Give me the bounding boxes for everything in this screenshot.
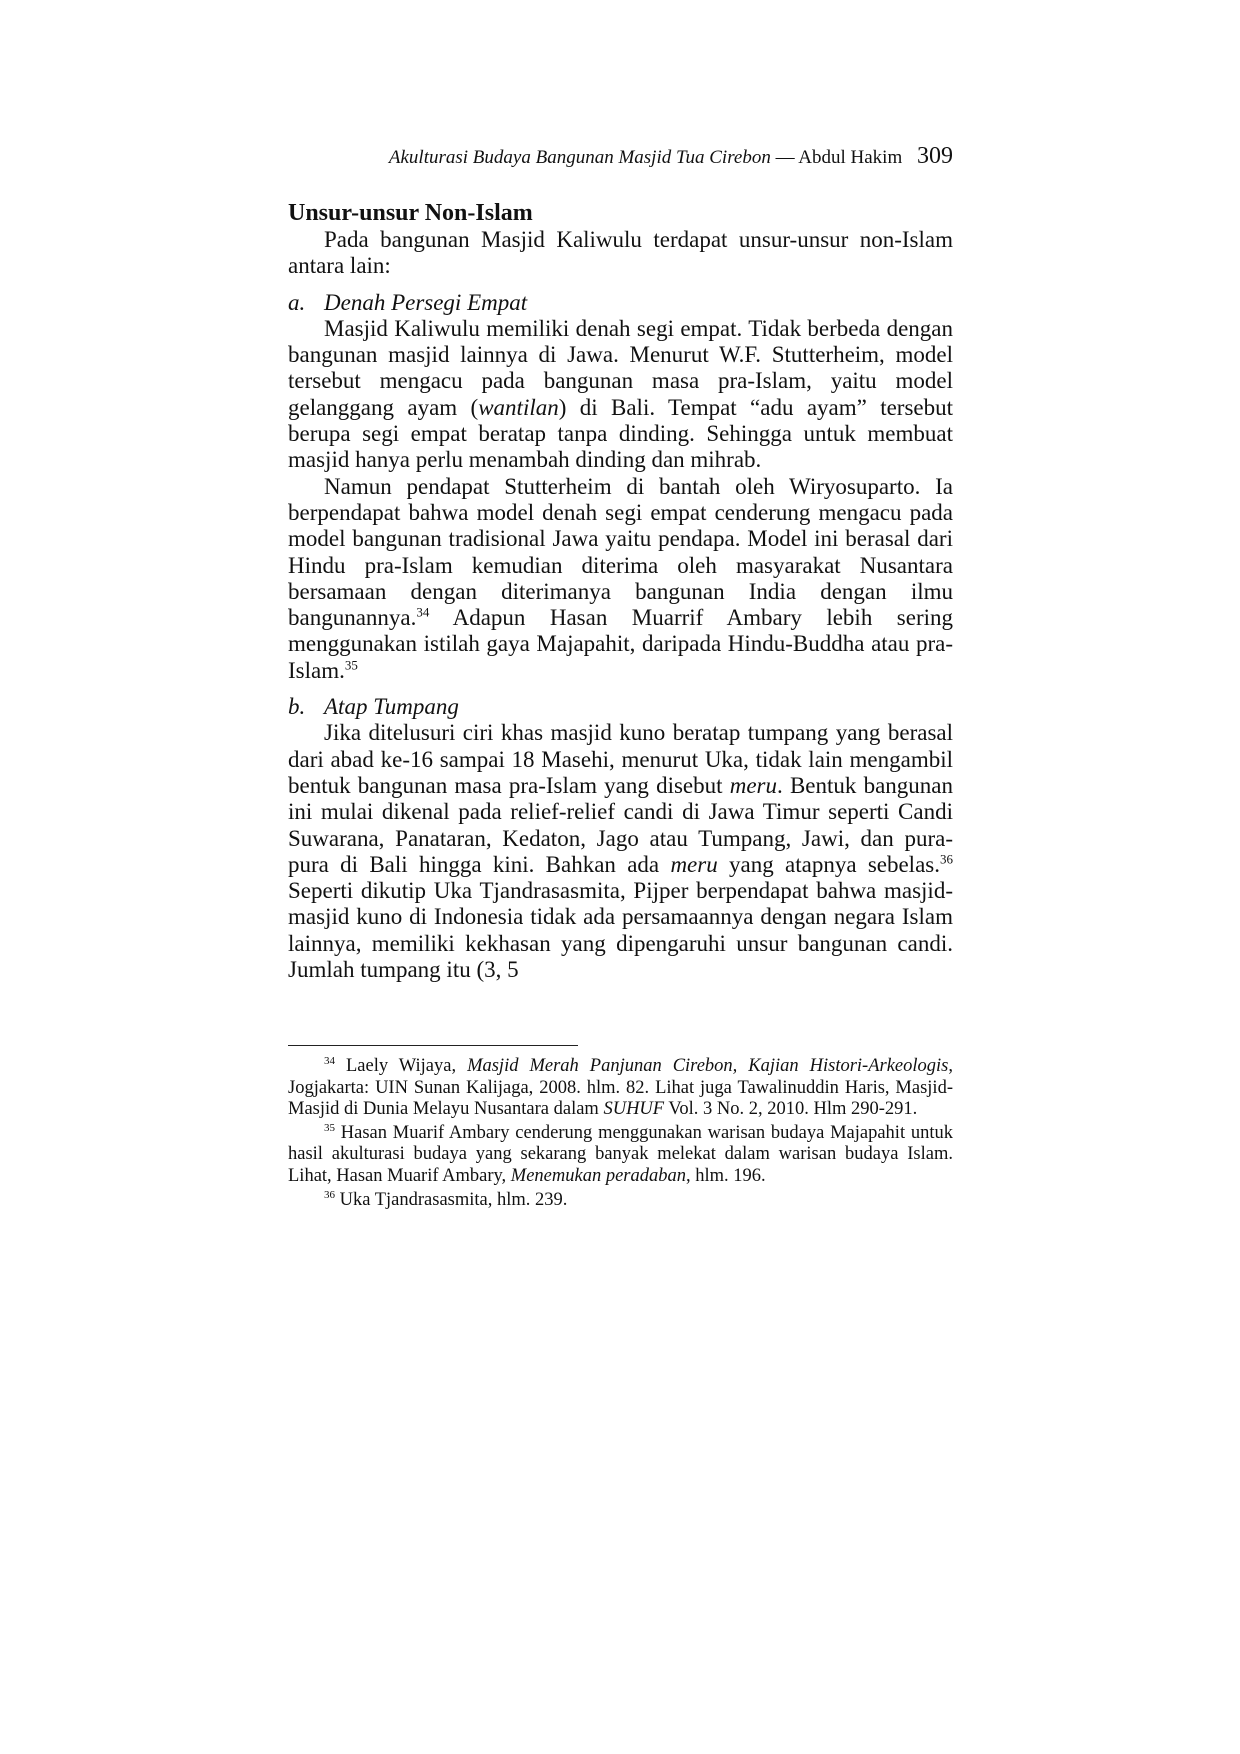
subsection-a-paragraph-1 xyxy=(288,316,953,474)
footnote-35 xyxy=(288,1123,953,1188)
text-run: Vol. 3 No. 2, 2010. Hlm 290-291. xyxy=(664,1099,918,1120)
subsection-a-letter: a. xyxy=(288,289,306,315)
footnote-number: 34 xyxy=(324,1054,335,1067)
footnote-number: 36 xyxy=(324,1188,335,1201)
main-content xyxy=(288,200,953,983)
running-head-title: Akulturasi Budaya Bangunan Masjid Tua Cirebon xyxy=(388,147,771,168)
running-head xyxy=(288,142,953,172)
italic-title: Menemukan peradaban xyxy=(510,1165,686,1186)
footnote-divider xyxy=(288,1045,578,1046)
text-run: Namun pendapat Stutterheim di bantah oleh Wiryosuparto. Ia berpendapat bahwa model denah segi empat cenderung mengacu pada model bangunan tradisional Jawa yaitu pendapa. Model ini berasal dari Hindu pra-Islam kemudian diterima oleh masyarakat Nusantara bersamaan dengan diterimanya bangunan India dengan ilmu bangunannya. xyxy=(288,473,953,631)
text-run: Adapun Hasan Muarrif Ambary lebih sering menggunakan istilah gaya Majapahit, daripada Hindu-Buddha atau pra-Islam. xyxy=(288,605,953,683)
subsection-b-title: Atap Tumpang xyxy=(324,694,459,720)
subsection-a-paragraph-2 xyxy=(288,474,953,684)
footnote-ref-34[interactable]: 34 xyxy=(416,604,430,620)
italic-term: meru xyxy=(670,851,718,877)
italic-term: wantilan xyxy=(478,394,559,420)
page-number: 309 xyxy=(917,143,953,169)
italic-term: meru xyxy=(729,772,777,798)
text-run: Hasan Muarif Ambary cenderung menggunakan warisan budaya Majapahit untuk hasil akulturasi budaya yang sekarang banyak melekat dalam warisan budaya Islam. Lihat, Hasan Muarif Ambary, xyxy=(288,1122,953,1186)
text-run: ) di Bali. Tempat “adu ayam” tersebut berupa segi empat beratap tanpa dinding. Sehingga untuk membuat masjid hanya perlu menambah dinding dan mihrab. xyxy=(288,394,954,473)
footnote-36 xyxy=(288,1190,953,1212)
italic-title: SUHUF xyxy=(603,1099,665,1120)
subsection-b-letter: b. xyxy=(288,694,306,720)
footnotes xyxy=(288,1056,953,1211)
text-run: . Bentuk bangunan ini mulai dikenal pada relief-relief candi di Jawa Timur seperti Candi Suwarana, Panataran, Kedaton, Jago atau Tumpang, Jawi, dan pura-pura di Bali hingga kini. Bahkan ada xyxy=(288,772,953,877)
subsection-b-paragraph-1 xyxy=(288,720,953,983)
subsection-a-heading xyxy=(288,290,953,316)
footnote-number: 35 xyxy=(324,1121,335,1134)
running-head-dash: — xyxy=(775,147,795,168)
section-intro-paragraph: Pada bangunan Masjid Kaliwulu terdapat unsur-unsur non-Islam antara lain: xyxy=(288,227,953,279)
subsection-a-title: Denah Persegi Empat xyxy=(324,289,528,315)
text-run: , Jogjakarta: UIN Sunan Kalijaga, 2008. hlm. 82. Lihat juga Tawalinuddin Haris, Masjid-Masjid di Dunia Melayu Nusantara dalam xyxy=(288,1056,953,1120)
footnote-34 xyxy=(288,1056,953,1121)
italic-title: Masjid Merah Panjunan Cirebon, Kajian Histori-Arkeologis xyxy=(467,1056,949,1076)
text-run: Masjid Kaliwulu memiliki denah segi empat. Tidak berbeda dengan bangunan masjid lainnya di Jawa. Menurut W.F. Stutterheim, model tersebut mengacu pada bangunan masa pra-Islam, yaitu model gelanggang ayam ( xyxy=(288,315,953,420)
text-run: , hlm. 196. xyxy=(686,1165,766,1186)
subsection-b-heading xyxy=(288,694,953,720)
section-heading: Unsur-unsur Non-Islam xyxy=(288,200,533,226)
text-run: yang atapnya sebelas. xyxy=(717,851,940,877)
footnote-ref-35[interactable]: 35 xyxy=(344,657,358,673)
text-run: Seperti dikutip Uka Tjandrasasmita, Pijper berpendapat bahwa masjid-masjid kuno di Indonesia tidak ada persamaannya dengan negara Islam lainnya, memiliki kekhasan yang dipengaruhi unsur bangunan candi. Jumlah tumpang itu (3, 5 xyxy=(288,878,953,983)
running-head-author: Abdul Hakim xyxy=(798,147,903,168)
text-run: Jika ditelusuri ciri khas masjid kuno beratap tumpang yang berasal dari abad ke-16 sampai 18 Masehi, menurut Uka, tidak lain mengambil bentuk bangunan masa pra-Islam yang disebut xyxy=(288,720,953,798)
text-run: Laely Wijaya, xyxy=(335,1056,468,1076)
text-run: Uka Tjandrasasmita, hlm. 239. xyxy=(335,1189,568,1210)
footnote-ref-36[interactable]: 36 xyxy=(939,851,953,867)
